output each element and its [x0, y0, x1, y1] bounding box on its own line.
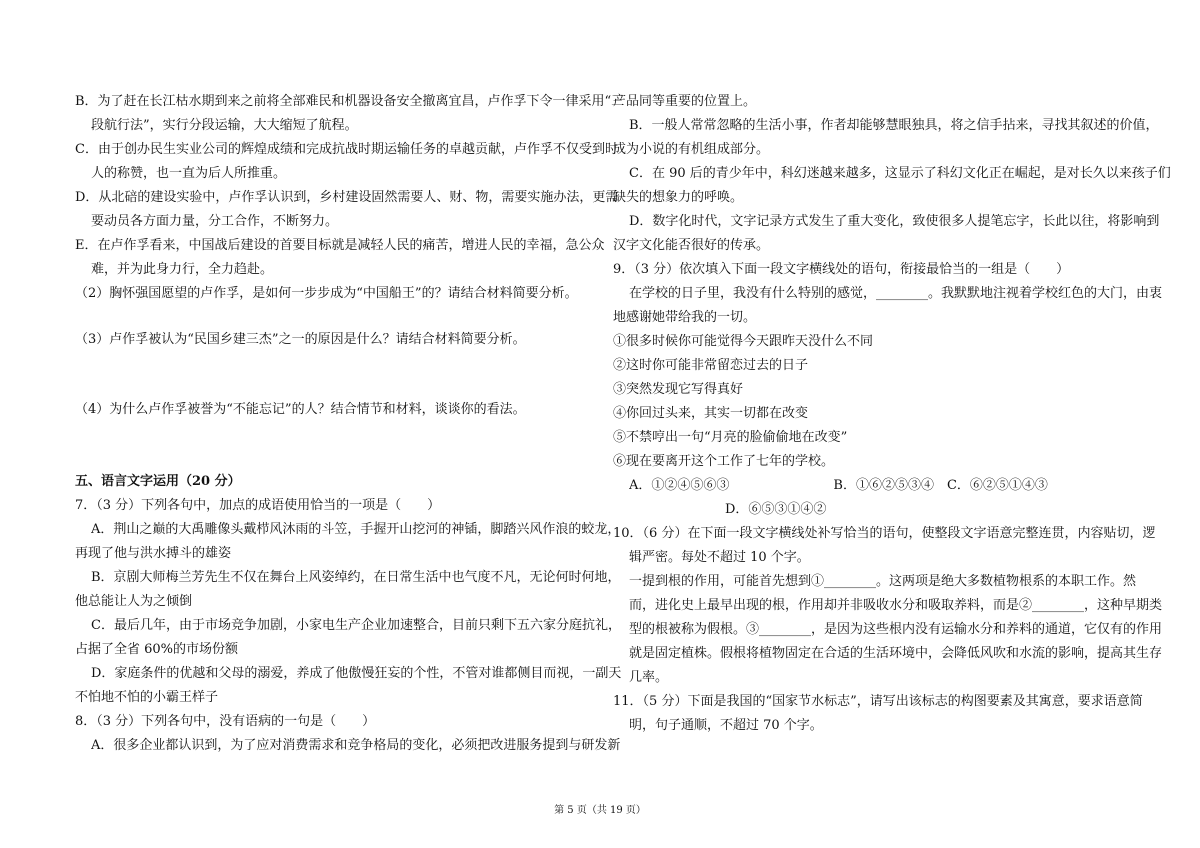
- option-c: C．最后几年，由于市场竞争加剧，小家电生产企业加速整合，目前只剩下五六家分庭抗礼，: [91, 618, 621, 633]
- text-line: 再现了他与洪水搏斗的雄姿: [75, 546, 232, 561]
- option-c: C．在 90 后的青少年中，科幻迷越来越多，这显示了科幻文化正在崛起，是对长久以来孩子们: [629, 166, 1171, 181]
- page-footer: 第 5 页（共 19 页）: [554, 805, 646, 816]
- list-item: ②这时你可能非常留恋过去的日子: [613, 358, 809, 373]
- text-line: 几率。: [629, 670, 669, 685]
- text-line: B．为了赶在长江枯水期到来之前将全部难民和机器设备安全撤离宜昌，卢作孚下令一律采用“三: [75, 94, 625, 109]
- text-line: 成为小说的有机组成部分。: [613, 142, 770, 157]
- text-line: 人的称赞，也一直为后人所推重。: [91, 166, 287, 181]
- question-10: 10．（6 分）在下面一段文字横线处补写恰当的语句，使整段文字语意完整连贯，内容贴切，逻: [613, 526, 1156, 541]
- answer-options: A．①②④⑤⑥③ B．①⑥②⑤③④ C．⑥②⑤①④③: [629, 478, 1048, 493]
- text-line: 明，句子通顺，不超过 70 个字。: [629, 718, 823, 733]
- question-9: 9．（3 分）依次填入下面一段文字横线处的语句，衔接最恰当的一组是（ ）: [613, 262, 1070, 277]
- text-line: 占据了全省 60%的市场份额: [75, 642, 239, 657]
- text-line: 在学校的日子里，我没有什么特别的感觉，________。我默默地注视着学校红色的大门，由衷: [629, 286, 1163, 301]
- option-d: D．家庭条件的优越和父母的溺爱，养成了他傲慢狂妄的个性，不管对谁都侧目而视，一副天: [91, 666, 622, 681]
- list-item: ⑥现在要离开这个工作了七年的学校。: [613, 454, 835, 469]
- text-line: 产品同等重要的位置上。: [613, 94, 757, 109]
- list-item: ⑤不禁哼出一句“月亮的脸偷偷地在改变”: [613, 430, 848, 445]
- list-item: ①很多时候你可能觉得今天跟昨天没什么不同: [613, 334, 874, 349]
- text-line: 段航行法”，实行分段运输，大大缩短了航程。: [91, 118, 358, 133]
- text-line: D．从北碚的建设实验中，卢作孚认识到，乡村建设固然需要人、财、物，需要实施办法，更需: [75, 190, 619, 205]
- text-line: E．在卢作孚看来，中国战后建设的首要目标就是减轻人民的痛苦，增进人民的幸福，急公众: [75, 238, 605, 253]
- text-line: 一提到根的作用，可能首先想到①________。这两项是绝大多数植物根系的本职工作。然: [629, 574, 1137, 589]
- text-line: 缺失的想象力的呼唤。: [613, 190, 744, 205]
- text-line: 他总能让人为之倾倒: [75, 594, 193, 609]
- text-line: C．由于创办民生实业公司的辉煌成绩和完成抗战时期运输任务的卓越贡献，卢作孚不仅受到时: [75, 142, 618, 157]
- list-item: ③突然发现它写得真好: [613, 382, 744, 397]
- option-a: A．很多企业都认识到，为了应对消费需求和竞争格局的变化，必须把改进服务提到与研发新: [91, 738, 621, 753]
- text-line: 难，并为此身力行，全力趋赴。: [91, 262, 274, 277]
- list-item: ④你回过头来，其实一切都在改变: [613, 406, 809, 421]
- question-2: （2）胸怀强国愿望的卢作孚，是如何一步步成为“中国船王”的？请结合材料简要分析。: [75, 286, 578, 301]
- text-line: 就是固定植株。假根将植物固定在合适的生活环境中，会降低风吹和水流的影响，提高其生存: [629, 646, 1163, 661]
- text-line: 要动员各方面力量，分工合作，不断努力。: [91, 214, 339, 229]
- option-b: B．京剧大师梅兰芳先生不仅在舞台上风姿绰约，在日常生活中也气度不凡，无论何时何地，: [91, 570, 621, 585]
- text-line: 辑严密。每处不超过 10 个字。: [629, 550, 810, 565]
- question-3: （3）卢作孚被认为“民国乡建三杰”之一的原因是什么？请结合材料简要分析。: [75, 332, 526, 347]
- text-line: 汉字文化能否很好的传承。: [613, 238, 770, 253]
- question-4: （4）为什么卢作孚被誉为“不能忘记”的人？结合情节和材料，谈谈你的看法。: [75, 402, 526, 417]
- text-line: 不怕地不怕的小霸王样子: [75, 690, 219, 705]
- option-d: D．数字化时代，文字记录方式发生了重大变化，致使很多人提笔忘字，长此以往，将影响到: [629, 214, 1160, 229]
- option-b: B．一般人常常忽略的生活小事，作者却能够慧眼独具，将之信手拈来，寻找其叙述的价值，: [629, 118, 1159, 133]
- section-heading: 五、语言文字运用（20 分）: [75, 474, 241, 489]
- question-11: 11．（5 分）下面是我国的“国家节水标志”，请写出该标志的构图要素及其寓意，要求语意简: [613, 694, 1143, 709]
- text-line: 型的根被称为假根。③________，是因为这些根内没有运输水分和养料的通道，它仅有的作用: [629, 622, 1163, 637]
- text-line: 而，进化史上最早出现的根，作用却并非吸收水分和吸取养料，而是②________，这种早期类: [629, 598, 1163, 613]
- option-a: A．荆山之巅的大禹雕像头戴栉风沐雨的斗笠，手握开山挖河的神锸，脚踏兴风作浪的蛟龙，: [91, 522, 621, 537]
- answer-option-d: D．⑥⑤③①④②: [725, 502, 827, 517]
- text-line: 地感谢她带给我的一切。: [613, 310, 757, 325]
- question-8: 8．（3 分）下列各句中，没有语病的一句是（ ）: [75, 714, 376, 729]
- question-7: 7．（3 分）下列各句中，加点的成语使用恰当的一项是（ ）: [75, 498, 441, 513]
